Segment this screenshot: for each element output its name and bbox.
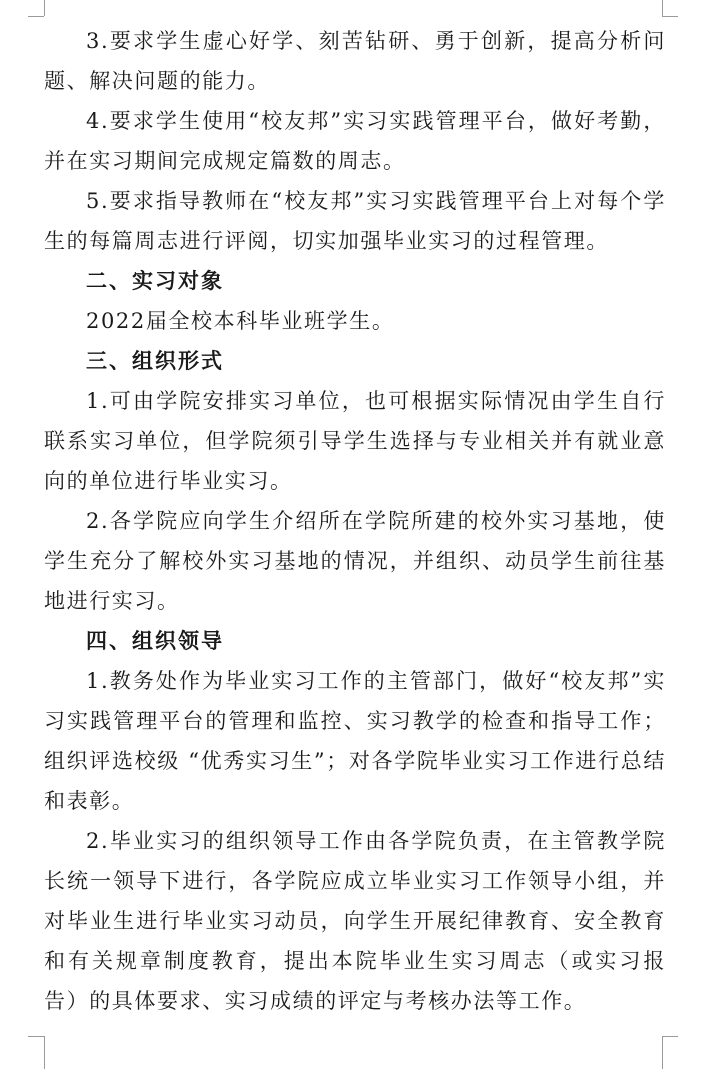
paragraph-targets: 2022届全校本科毕业班学生。 bbox=[86, 309, 395, 333]
paragraph-organization-form-1: 1.可由学院安排实习单位，也可根据实际情况由学生自行联系实习单位，但学院须引导学生选择与专业相关并有就业意向的单位进行毕业实习。 bbox=[44, 389, 666, 493]
section-heading-leadership: 四、组织领导 bbox=[86, 629, 224, 653]
paragraph-organization-form-2: 2.各学院应向学生介绍所在学院所建的校外实习基地，使学生充分了解校外实习基地的情况，并组织、动员学生前往基地进行实习。 bbox=[44, 509, 666, 613]
paragraph-leadership-2: 2.毕业实习的组织领导工作由各学院负责，在主管教学院长统一领导下进行，各学院应成立毕业实习工作领导小组，并对毕业生进行毕业实习动员，向学生开展纪律教育、安全教育和有关规章制度教育，提出本院毕业生实习周志（或实习报告）的具体要求、实习成绩的评定与考核办法等工作。 bbox=[44, 829, 666, 1013]
crop-mark-top-left-h bbox=[28, 16, 44, 17]
crop-mark-bottom-left bbox=[44, 1036, 45, 1069]
paragraph-requirement-4: 4.要求学生使用“校友邦”实习实践管理平台，做好考勤，并在实习期间完成规定篇数的周志。 bbox=[44, 109, 666, 173]
crop-mark-bottom-left-h bbox=[28, 1036, 44, 1037]
paragraph-requirement-3: 3.要求学生虚心好学、刻苦钻研、勇于创新，提高分析问题、解决问题的能力。 bbox=[44, 29, 666, 93]
section-heading-organization-form: 三、组织形式 bbox=[86, 349, 224, 373]
crop-mark-bottom-right bbox=[662, 1036, 663, 1069]
paragraph-requirement-5: 5.要求指导教师在“校友邦”实习实践管理平台上对每个学生的每篇周志进行评阅，切实加强毕业实习的过程管理。 bbox=[44, 189, 666, 253]
paragraph-leadership-1: 1.教务处作为毕业实习工作的主管部门，做好“校友邦”实习实践管理平台的管理和监控、实习教学的检查和指导工作；组织评选校级 “优秀实习生”；对各学院毕业实习工作进行总结和表彰。 bbox=[44, 669, 666, 813]
section-heading-targets: 二、实习对象 bbox=[86, 269, 224, 293]
crop-mark-bottom-right-h bbox=[662, 1036, 678, 1037]
crop-mark-top-right bbox=[662, 0, 663, 16]
crop-mark-top-right-h bbox=[662, 16, 678, 17]
crop-mark-top-left bbox=[44, 0, 45, 16]
document-body bbox=[44, 21, 666, 1021]
